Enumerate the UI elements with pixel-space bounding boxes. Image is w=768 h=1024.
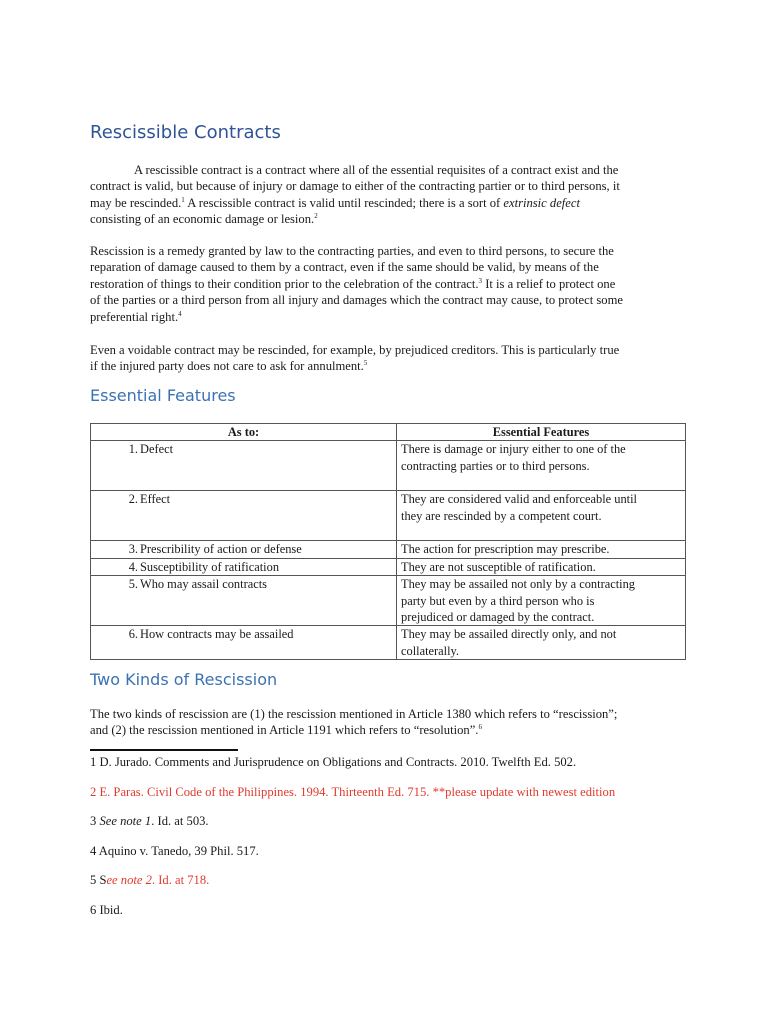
table-row (91, 441, 686, 491)
footnote-ref[interactable]: 4 (178, 309, 182, 318)
table-row (91, 491, 686, 541)
footnote-6: 6 Ibid. (90, 903, 123, 917)
table-row (91, 626, 686, 660)
table-row (91, 541, 686, 558)
table-cell: They are not susceptible of ratification. (397, 558, 686, 575)
footnote-1: 1 D. Jurado. Comments and Jurisprudence on Obligations and Contracts. 2010. Twelfth Ed. 502. (90, 755, 577, 769)
table-cell: 6. How contracts may be assailed (91, 626, 397, 660)
table-header-essential-features: Essential Features (397, 424, 686, 441)
footnote-ref[interactable]: 1 (181, 195, 185, 204)
voidable-paragraph (90, 342, 686, 375)
footnote-5: 5 See note 2. Id. at 718. (90, 873, 210, 887)
table-cell: 3. Prescribility of action or defense (91, 541, 397, 558)
text-line: contract is valid, but because of injury or damage to either of the contracting partier or to third persons, it (90, 179, 620, 194)
table-cell: They may be assailed directly only, and not collaterally. (397, 626, 686, 660)
two-kinds-paragraph (90, 706, 686, 739)
table-cell: 1. Defect (91, 441, 397, 491)
table-row (91, 576, 686, 626)
table-cell: 5. Who may assail contracts (91, 576, 397, 626)
table-row (91, 558, 686, 575)
table-header-as-to: As to: (91, 424, 397, 441)
table-cell: 4. Susceptibility of ratification (91, 558, 397, 575)
text-line: may be rescinded.$^1$ A rescissible contract is valid until rescinded; there is a sort of extrinsic defect (90, 195, 580, 210)
text-line: if the injured party does not care to ask for annulment.$^5$ (90, 359, 368, 374)
table-cell: They may be assailed not only by a contracting party but even by a third person who is prejudiced or damaged by the contract. (397, 576, 686, 626)
text-line: of the parties or a third person from all injury and damages which the contract may cause, to protect some (90, 293, 623, 308)
rescission-paragraph (90, 243, 686, 325)
text-line: restoration of things to their condition prior to the celebration of the contract.$^3$ It is a relief to protect one (90, 276, 616, 291)
text-line: and (2) the rescission mentioned in Article 1191 which refers to “resolution”.$^6$ (90, 723, 482, 738)
text-line: reparation of damage caused to them by a contract, even if the same should be valid, by means of the (90, 260, 599, 275)
section-heading-essential-features: Essential Features (90, 386, 236, 405)
footnote-ref[interactable]: 2 (314, 212, 318, 221)
essential-features-table (90, 423, 686, 660)
page-title: Rescissible Contracts (90, 122, 281, 143)
intro-paragraph (90, 162, 686, 228)
text-line: Rescission is a remedy granted by law to the contracting parties, and even to third persons, to secure the (90, 244, 614, 258)
table-cell: The action for prescription may prescribe. (397, 541, 686, 558)
text-line: A rescissible contract is a contract where all of the essential requisites of a contract exist and the (134, 163, 619, 177)
footnote-4: 4 Aquino v. Tanedo, 39 Phil. 517. (90, 844, 259, 858)
table-cell: 2. Effect (91, 491, 397, 541)
footnote-3: 3 See note 1. Id. at 503. (90, 814, 209, 828)
footnote-2: 2 E. Paras. Civil Code of the Philippines. 1994. Thirteenth Ed. 715. **please update with newest edition (90, 785, 616, 799)
footnote-separator (90, 749, 238, 751)
text-line: Even a voidable contract may be rescinded, for example, by prejudiced creditors. This is particularly true (90, 343, 620, 357)
text-line: consisting of an economic damage or lesion.$^2$ (90, 212, 318, 227)
table-cell: There is damage or injury either to one of the contracting parties or to third persons. (397, 441, 686, 491)
text-line: preferential right.$^4$ (90, 309, 182, 324)
table-header-row (91, 424, 686, 441)
footnote-ref[interactable]: 3 (478, 276, 483, 285)
text-line: The two kinds of rescission are (1) the rescission mentioned in Article 1380 which refers to “rescission”; (90, 707, 618, 721)
footnote-ref[interactable]: 5 (363, 359, 368, 368)
footnote-ref[interactable]: 6 (478, 723, 482, 732)
section-heading-two-kinds: Two Kinds of Rescission (90, 670, 278, 689)
table-cell: They are considered valid and enforceable until they are rescinded by a competent court. (397, 491, 686, 541)
